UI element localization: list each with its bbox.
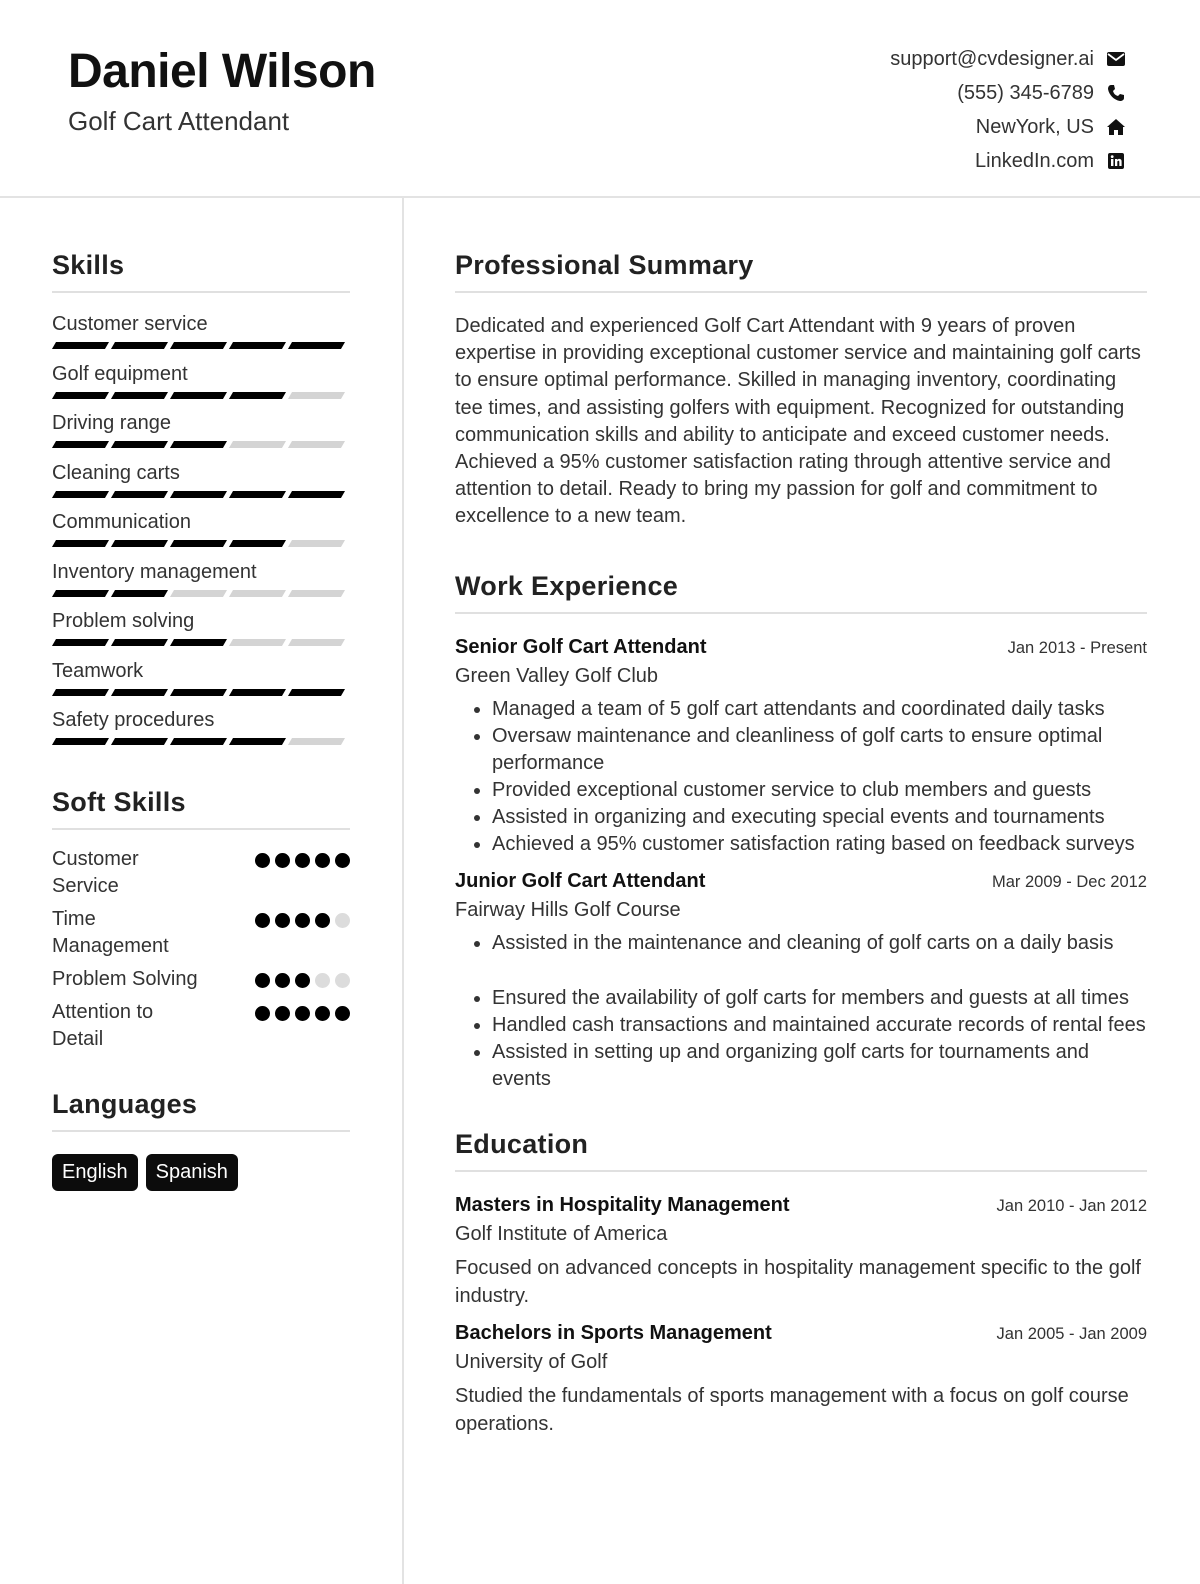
skill-level-segment-filled <box>229 342 286 349</box>
education-date: Jan 2010 - Jan 2012 <box>996 1196 1147 1215</box>
column-divider <box>402 198 404 1584</box>
soft-skill-item <box>52 846 350 900</box>
skill-level-segment-filled <box>111 689 168 696</box>
rating-dot-empty <box>335 973 350 988</box>
skill-level-bar <box>54 689 343 696</box>
language-tag: Spanish <box>146 1154 238 1191</box>
rating-dot-empty <box>335 913 350 928</box>
languages-heading: Languages <box>52 1089 350 1132</box>
soft-skill-item <box>52 999 350 1053</box>
rating-dot-filled <box>315 913 330 928</box>
soft-skill-rating <box>255 973 350 988</box>
skill-level-bar <box>54 392 343 399</box>
rating-dot-filled <box>255 973 270 988</box>
skill-level-segment-filled <box>288 342 345 349</box>
rating-dot-filled <box>275 853 290 868</box>
skill-level-segment-filled <box>111 590 168 597</box>
soft-skill-item <box>52 966 350 993</box>
skill-level-segment-empty <box>288 738 345 745</box>
skill-level-segment-filled <box>170 738 227 745</box>
skill-level-segment-filled <box>229 540 286 547</box>
skill-level-segment-filled <box>111 491 168 498</box>
skill-level-segment-filled <box>170 342 227 349</box>
contact-linkedin-text: LinkedIn.com <box>975 149 1094 172</box>
skill-item <box>52 654 350 704</box>
languages-list <box>52 1154 350 1191</box>
contact-email-text: support@cvdesigner.ai <box>890 47 1094 70</box>
rating-dot-filled <box>275 973 290 988</box>
education-entry <box>455 1322 1147 1438</box>
skill-level-segment-filled <box>170 491 227 498</box>
job-date: Mar 2009 - Dec 2012 <box>991 872 1147 891</box>
home-icon <box>1106 117 1126 137</box>
skill-level-segment-filled <box>170 441 227 448</box>
skill-level-bar <box>54 441 343 448</box>
skill-label: Golf equipment <box>52 362 188 385</box>
education-header <box>455 1194 1147 1217</box>
rating-dot-filled <box>255 853 270 868</box>
skill-level-segment-empty <box>288 441 345 448</box>
skill-label: Teamwork <box>52 659 144 682</box>
skill-level-segment-filled <box>229 738 286 745</box>
skill-level-segment-filled <box>111 441 168 448</box>
contact-phone[interactable] <box>706 76 1126 110</box>
rating-dot-empty <box>315 973 330 988</box>
job-bullet: • Assisted in the maintenance and cleaning of golf carts on a daily basis <box>492 930 1147 957</box>
skill-label: Cleaning carts <box>52 461 180 484</box>
skill-level-segment-empty <box>229 590 286 597</box>
contact-list <box>706 42 1126 178</box>
skill-item <box>52 456 350 506</box>
job-entry <box>455 636 1147 858</box>
sidebar <box>52 250 350 1191</box>
skill-level-segment-filled <box>111 392 168 399</box>
skill-item <box>52 555 350 605</box>
degree-title: Masters in Hospitality Management <box>455 1193 790 1216</box>
resume-header <box>0 0 1200 198</box>
skill-label: Problem solving <box>52 610 195 632</box>
rating-dot-filled <box>255 1006 270 1021</box>
soft-skill-item <box>52 906 350 960</box>
job-bullet: • Ensured the availability of golf carts for members and guests at all times <box>492 985 1147 1012</box>
job-bullet: • Provided exceptional customer service to club members and guests <box>492 777 1147 804</box>
skill-level-segment-filled <box>52 540 109 547</box>
skill-level-segment-filled <box>229 689 286 696</box>
skill-level-segment-filled <box>229 491 286 498</box>
skill-level-segment-empty <box>288 540 345 547</box>
skill-level-segment-filled <box>52 342 109 349</box>
contact-email[interactable] <box>706 42 1126 76</box>
skill-level-segment-filled <box>111 738 168 745</box>
contact-linkedin[interactable] <box>706 144 1126 178</box>
soft-skill-label: Time Management <box>52 907 169 957</box>
summary-text: Dedicated and experienced Golf Cart Attendant with 9 years of proven expertise in providing exceptional customer service and maintaining golf carts to ensure optimal performance. Skilled in managing inventory, coordinating tee times, and assisting golfers with equipment. Recognized for outstanding communication skills and ability to anticipate and exceed customer needs. Achieved a 95% customer satisfaction rating through attentive service and attention to detail. Ready to bring my passion for golf and commitment to excellence to a new team. <box>455 315 1141 528</box>
soft-skill-rating <box>255 853 350 868</box>
job-bullet: • Managed a team of 5 golf cart attendants and coordinated daily tasks <box>492 696 1147 723</box>
skill-item <box>52 505 350 555</box>
phone-icon <box>1106 83 1126 103</box>
skill-level-segment-filled <box>288 689 345 696</box>
school-name: Golf Institute of America <box>455 1222 668 1245</box>
linkedin-icon <box>1106 151 1126 171</box>
skill-level-segment-filled <box>52 639 109 646</box>
skill-level-segment-filled <box>52 590 109 597</box>
skill-level-segment-empty <box>288 590 345 597</box>
rating-dot-filled <box>295 1006 310 1021</box>
main-content <box>455 250 1147 1438</box>
job-bullets <box>455 696 1147 858</box>
job-company: Green Valley Golf Club <box>455 664 659 687</box>
education-date: Jan 2005 - Jan 2009 <box>996 1324 1147 1343</box>
rating-dot-filled <box>275 1006 290 1021</box>
skill-item <box>52 406 350 456</box>
skill-level-segment-filled <box>170 689 227 696</box>
skill-level-segment-filled <box>111 639 168 646</box>
rating-dot-filled <box>255 913 270 928</box>
rating-dot-filled <box>335 853 350 868</box>
skill-label: Customer service <box>52 313 208 335</box>
job-entry <box>455 870 1147 1093</box>
work-heading: Work Experience <box>455 571 1147 614</box>
skills-heading: Skills <box>52 250 350 293</box>
rating-dot-filled <box>315 1006 330 1021</box>
contact-location-text: NewYork, US <box>975 115 1094 138</box>
candidate-name: Daniel Wilson <box>68 45 376 98</box>
work-list <box>455 636 1147 1093</box>
rating-dot-filled <box>295 973 310 988</box>
rating-dot-filled <box>275 913 290 928</box>
skill-level-segment-filled <box>170 392 227 399</box>
soft-skill-rating <box>255 1006 350 1021</box>
skill-item <box>52 307 350 357</box>
contact-location <box>706 110 1126 144</box>
skill-item <box>52 703 350 753</box>
education-list <box>455 1194 1147 1438</box>
school-name: University of Golf <box>455 1350 608 1373</box>
skill-level-segment-filled <box>52 491 109 498</box>
skill-item <box>52 604 350 654</box>
skill-level-segment-filled <box>52 392 109 399</box>
soft-skill-label: Attention to Detail <box>52 1000 154 1050</box>
skill-level-segment-filled <box>111 342 168 349</box>
skill-label: Driving range <box>52 412 171 434</box>
soft-skills-list <box>52 846 350 1053</box>
job-header <box>455 870 1147 893</box>
skill-label: Safety procedures <box>52 709 215 731</box>
skill-level-segment-empty <box>288 639 345 646</box>
soft-skill-label: Customer Service <box>52 847 139 897</box>
skill-level-segment-filled <box>288 491 345 498</box>
job-bullet: • Oversaw maintenance and cleanliness of golf carts to ensure optimal performance <box>492 723 1147 777</box>
skill-level-segment-empty <box>288 392 345 399</box>
skill-level-bar <box>54 738 343 745</box>
skill-level-segment-filled <box>111 540 168 547</box>
job-date: Jan 2013 - Present <box>1007 638 1147 657</box>
rating-dot-filled <box>335 1006 350 1021</box>
job-company: Fairway Hills Golf Course <box>455 898 681 921</box>
education-description: Studied the fundamentals of sports management with a focus on golf course operations. <box>455 1384 1129 1435</box>
skill-level-segment-empty <box>229 639 286 646</box>
education-entry <box>455 1194 1147 1310</box>
job-bullet: • Assisted in organizing and executing special events and tournaments <box>492 804 1147 831</box>
soft-skills-heading: Soft Skills <box>52 787 350 830</box>
skill-level-segment-filled <box>52 441 109 448</box>
skill-level-segment-empty <box>170 590 227 597</box>
contact-phone-text: (555) 345-6789 <box>957 81 1094 104</box>
education-header <box>455 1322 1147 1345</box>
skill-level-segment-filled <box>229 392 286 399</box>
skill-label: Communication <box>52 511 191 533</box>
job-title: Senior Golf Cart Attendant <box>455 635 707 658</box>
summary-heading: Professional Summary <box>455 250 1147 293</box>
job-bullets <box>455 930 1147 1093</box>
skill-level-bar <box>54 342 343 349</box>
rating-dot-filled <box>295 913 310 928</box>
skill-level-segment-filled <box>52 738 109 745</box>
skill-level-segment-filled <box>170 639 227 646</box>
degree-title: Bachelors in Sports Management <box>455 1321 772 1344</box>
skills-list <box>52 307 350 753</box>
skill-level-bar <box>54 639 343 646</box>
envelope-icon <box>1106 49 1126 69</box>
job-bullet: • Achieved a 95% customer satisfaction rating based on feedback surveys <box>492 831 1147 858</box>
rating-dot-filled <box>295 853 310 868</box>
skill-label: Inventory management <box>52 560 257 583</box>
skill-level-segment-filled <box>52 689 109 696</box>
language-tag: English <box>52 1154 138 1191</box>
soft-skill-rating <box>255 913 350 928</box>
skill-level-bar <box>54 491 343 498</box>
job-bullet: • Assisted in setting up and organizing golf carts for tournaments and events <box>492 1039 1147 1093</box>
rating-dot-filled <box>315 853 330 868</box>
job-header <box>455 636 1147 659</box>
education-heading: Education <box>455 1129 1147 1172</box>
soft-skill-label: Problem Solving <box>52 967 198 990</box>
education-description: Focused on advanced concepts in hospitality management specific to the golf industry. <box>455 1256 1141 1307</box>
skill-level-bar <box>54 590 343 597</box>
job-title: Junior Golf Cart Attendant <box>455 869 706 892</box>
skill-level-bar <box>54 540 343 547</box>
candidate-role: Golf Cart Attendant <box>68 106 290 136</box>
job-bullet: • Handled cash transactions and maintained accurate records of rental fees <box>492 1012 1147 1039</box>
skill-item <box>52 357 350 407</box>
skill-level-segment-empty <box>229 441 286 448</box>
skill-level-segment-filled <box>170 540 227 547</box>
